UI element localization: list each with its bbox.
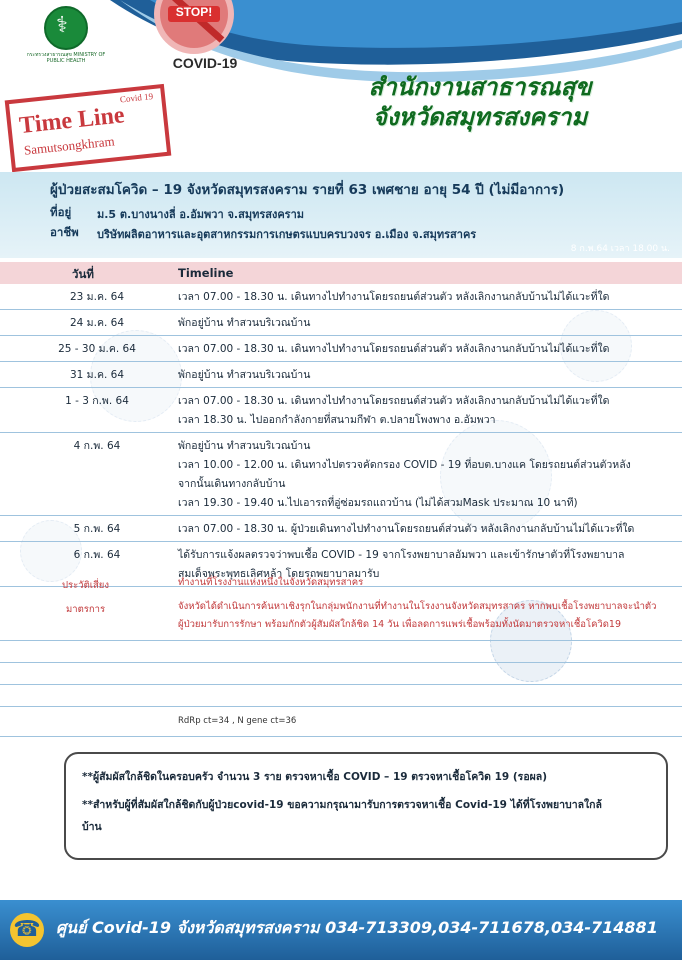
- divider: [0, 736, 682, 737]
- timeline-event: เวลา 07.00 - 18.30 น. เดินทางไปทำงานโดยรถยนต์ส่วนตัว หลังเลิกงานกลับบ้านไม่ได้แวะที่ใด: [178, 395, 610, 407]
- occupation-value: บริษัทผลิตอาหารและอุตสาหกรรมการเกษตรแบบครบวงจร อ.เมือง จ.สมุทรสาคร: [97, 228, 477, 241]
- timeline-table-body: [0, 284, 682, 587]
- contact-notes-box: [64, 752, 668, 860]
- table-row: [0, 336, 682, 362]
- timeline-event: เวลา 19.30 - 19.40 น.ไปเอารถที่อู่ซ่อมรถแถวบ้าน (ไม่ได้สวมMask ประมาณ 10 นาที): [178, 497, 578, 509]
- timeline-event: พักอยู่บ้าน ทำสวนบริเวณบ้าน: [178, 369, 311, 381]
- risk-history-label: ประวัติเสี่ยง: [62, 580, 109, 591]
- row-date: 6 ก.พ. 64: [73, 549, 121, 561]
- address-label: ที่อยู่: [50, 205, 72, 219]
- timeline-event: เวลา 07.00 - 18.30 น. ผู้ป่วยเดินทางไปทำงานโดยรถยนต์ส่วนตัว หลังเลิกงานกลับบ้านไม่ได้แวะที่ใด: [178, 523, 635, 535]
- contact-footer: [0, 900, 682, 960]
- measures-label: มาตรการ: [66, 604, 106, 615]
- row-events: [178, 284, 682, 309]
- hotline-text: ศูนย์ Covid-19 จังหวัดสมุทรสงคราม 034-713309,034-711678,034-714881: [56, 918, 658, 937]
- divider: [0, 684, 682, 685]
- row-events: [178, 388, 682, 432]
- report-timestamp: 8 ก.พ.64 เวลา 18.00 น.: [570, 244, 670, 254]
- timeline-event: ได้รับการแจ้งผลตรวจว่าพบเชื้อ COVID - 19 จากโรงพยาบาลอัมพวา และเข้ารักษาตัวที่โรงพยาบาล: [178, 549, 625, 561]
- column-header-timeline: Timeline: [178, 266, 234, 280]
- row-date: 25 - 30 ม.ค. 64: [58, 343, 136, 355]
- timeline-event: พักอยู่บ้าน ทำสวนบริเวณบ้าน: [178, 317, 311, 329]
- risk-history-text: ทำงานที่โรงงานแห่งหนึ่งในจังหวัดสมุทรสาคร: [178, 577, 364, 588]
- timeline-event: เวลา 10.00 - 12.00 น. เดินทางไปตรวจคัดกรอง COVID - 19 ที่อบต.บางแค โดยรถยนต์ส่วนตัวหลัง: [178, 459, 631, 471]
- table-row: [0, 284, 682, 310]
- office-title-line2: จังหวัดสมุทรสงคราม: [372, 103, 588, 131]
- stamp-covid-label: Covid 19: [119, 91, 154, 105]
- row-events: [178, 310, 682, 335]
- row-date: 23 ม.ค. 64: [69, 291, 125, 303]
- divider: [0, 662, 682, 663]
- moph-logo: [22, 6, 110, 70]
- occupation-label: อาชีพ: [50, 225, 79, 239]
- timeline-event: เวลา 18.30 น. ไปออกกำลังกายที่สนามกีฬา ต.ปลายโพงพาง อ.อัมพวา: [178, 414, 496, 426]
- timeline-event: สมเด็จพระพุทธเลิศหล้า โดยรถพยาบาลมารับ: [178, 568, 380, 580]
- row-date: 31 ม.ค. 64: [69, 369, 125, 381]
- timeline-event: พักอยู่บ้าน ทำสวนบริเวณบ้าน: [178, 440, 311, 452]
- table-row: [0, 310, 682, 336]
- covid-19-label: COVID-19: [172, 55, 238, 71]
- column-header-date: วันที่: [72, 267, 94, 281]
- moph-logo-text: กระทรวงสาธารณสุข MINISTRY OF PUBLIC HEALTH: [26, 52, 106, 64]
- moph-seal-icon: [44, 6, 88, 50]
- lab-ct-values: RdRp ct=34 , N gene ct=36: [178, 716, 297, 726]
- row-date: 1 - 3 ก.พ. 64: [65, 395, 129, 407]
- row-date: 4 ก.พ. 64: [73, 440, 121, 452]
- address-value: ม.5 ต.บางนางลี่ อ.อัมพวา จ.สมุทรสงคราม: [97, 208, 305, 221]
- timeline-event: เวลา 07.00 - 18.30 น. เดินทางไปทำงานโดยรถยนต์ส่วนตัว หลังเลิกงานกลับบ้านไม่ได้แวะที่ใด: [178, 343, 610, 355]
- measures-line1: จังหวัดได้ดำเนินการค้นหาเชิงรุกในกลุ่มพนักงานที่ทำงานในโรงงานจังหวัดสมุทรสาคร หากพบเชื้อโรงพยาบาลจะนำตัว: [178, 601, 657, 612]
- table-row: [0, 362, 682, 388]
- stop-badge-label: STOP!: [175, 5, 213, 19]
- table-row: [0, 388, 682, 433]
- row-events: [178, 516, 682, 541]
- row-date: 5 ก.พ. 64: [73, 523, 121, 535]
- row-events: [178, 433, 682, 515]
- measures-line2: ผู้ป่วยมารับการรักษา พร้อมกักตัวผู้สัมผัสใกล้ชิด 14 วัน เพื่อลดการแพร่เชื้อพร้อมทั้งนัดมาตรวจหาเชื้อโควิด19: [178, 619, 622, 630]
- row-events: [178, 362, 682, 387]
- table-row: [0, 516, 682, 542]
- timeline-event: เวลา 07.00 - 18.30 น. เดินทางไปทำงานโดยรถยนต์ส่วนตัว หลังเลิกงานกลับบ้านไม่ได้แวะที่ใด: [178, 291, 610, 303]
- close-contacts-note: **สำหรับผู้ที่สัมผัสใกล้ชิดกับผู้ป่วยcovid-19 ขอความกรุณามารับการตรวจหาเชื้อ Covid-19 ได้ที่โรงพยาบาลใกล้: [82, 799, 602, 811]
- divider: [0, 706, 682, 707]
- timeline-event: จากนั้นเดินทางกลับบ้าน: [178, 478, 286, 490]
- family-contacts-note: **ผู้สัมผัสใกล้ชิดในครอบครัว จำนวน 3 ราย ตรวจหาเชื้อ COVID – 19 ตรวจหาเชื้อโควิด 19 (รอผล): [82, 771, 548, 783]
- page-header: [0, 0, 682, 172]
- timeline-stamp: [5, 84, 172, 172]
- case-info-band: [0, 172, 682, 258]
- stamp-title: Time Line: [18, 102, 126, 140]
- row-date: 24 ม.ค. 64: [69, 317, 125, 329]
- divider: [0, 640, 682, 641]
- close-contacts-note-cont: บ้าน: [82, 821, 102, 833]
- stamp-province: Samutsongkhram: [23, 133, 116, 158]
- case-title: ผู้ป่วยสะสมโควิด – 19 จังหวัดสมุทรสงคราม รายที่ 63 เพศชาย อายุ 54 ปี (ไม่มีอาการ): [50, 182, 565, 198]
- office-title: [300, 72, 660, 132]
- row-events: [178, 336, 682, 361]
- table-row: [0, 433, 682, 516]
- timeline-table-header: [0, 262, 682, 284]
- office-title-line1: สำนักงานสาธารณสุข: [368, 73, 592, 101]
- phone-icon: ☎: [10, 913, 44, 947]
